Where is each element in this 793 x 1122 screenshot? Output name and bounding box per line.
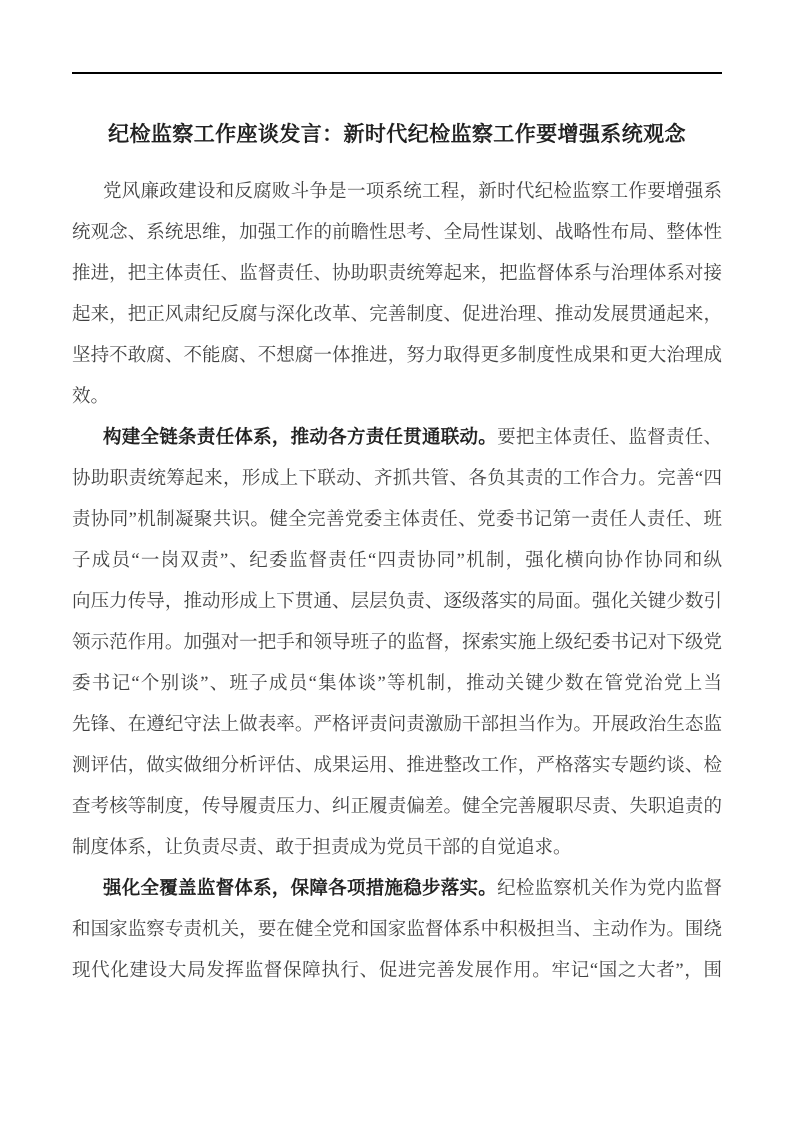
text-line <box>72 254 722 295</box>
line-text: 责协同”机制凝聚共识。健全完善党委主体责任、党委书记第一责任人责任、班 <box>72 510 722 530</box>
line-text: 统观念、系统思维，加强工作的前瞻性思考、全局性谋划、战略性布局、整体性 <box>72 223 722 243</box>
line-text: 党风廉政建设和反腐败斗争是一项系统工程，新时代纪检监察工作要增强系 <box>103 182 722 202</box>
line-text: 先锋、在遵纪守法上做表率。严格评责问责激励干部担当作为。开展政治生态监 <box>72 715 722 735</box>
line-text: 起来，把正风肃纪反腐与深化改革、完善制度、促进治理、推动发展贯通起来， <box>72 305 722 325</box>
line-text: 测评估，做实做细分析评估、成果运用、推进整改工作，严格落实专题约谈、检 <box>72 756 722 776</box>
text-line <box>72 541 722 582</box>
line-text: 效。 <box>72 387 110 407</box>
text-line <box>72 418 722 459</box>
text-line <box>72 213 722 254</box>
line-text: 查考核等制度，传导履责压力、纠正履责偏差。健全完善履职尽责、失职追责的 <box>72 797 722 817</box>
line-text: 子成员“一岗双责”、纪委监督责任“四责协同”机制，强化横向协作协同和纵 <box>72 551 722 571</box>
text-line <box>72 459 722 500</box>
text-line <box>72 500 722 541</box>
line-text: 坚持不敢腐、不能腐、不想腐一体推进，努力取得更多制度性成果和更大治理成 <box>72 346 722 366</box>
paragraph <box>72 172 722 418</box>
text-line <box>72 377 722 418</box>
line-text: 向压力传导，推动形成上下贯通、层层负责、逐级落实的局面。强化关键少数引 <box>72 592 722 612</box>
text-line <box>72 623 722 664</box>
line-text: 制度体系，让负责尽责、敢于担责成为党员干部的自觉追求。 <box>72 838 572 858</box>
line-text: 委书记“个别谈”、班子成员“集体谈”等机制，推动关键少数在管党治党上当 <box>72 674 722 694</box>
line-text: 推进，把主体责任、监督责任、协助职责统筹起来，把监督体系与治理体系对接 <box>72 264 722 284</box>
line-text: 现代化建设大局发挥监督保障执行、促进完善发展作用。牢记“国之大者”，围 <box>72 961 722 981</box>
text-line <box>72 828 722 869</box>
line-text: 和国家监察专责机关，要在健全党和国家监督体系中积极担当、主动作为。围绕 <box>72 920 722 940</box>
text-line <box>72 705 722 746</box>
text-line <box>72 746 722 787</box>
text-line <box>72 295 722 336</box>
document-title: 纪检监察工作座谈发言：新时代纪检监察工作要增强系统观念 <box>108 122 686 146</box>
text-line <box>72 336 722 377</box>
text-line <box>72 869 722 910</box>
paragraph-lead: 构建全链条责任体系，推动各方责任贯通联动。 <box>103 428 498 448</box>
text-line <box>72 664 722 705</box>
line-text: 协助职责统筹起来，形成上下联动、齐抓共管、各负其责的工作合力。完善“四 <box>72 469 722 489</box>
text-line <box>72 910 722 951</box>
document-body <box>72 172 722 992</box>
text-line <box>72 787 722 828</box>
text-line <box>72 172 722 213</box>
paragraph <box>72 869 722 992</box>
text-line <box>72 582 722 623</box>
line-text: 领示范作用。加强对一把手和领导班子的监督，探索实施上级纪委书记对下级党 <box>72 633 722 653</box>
header-rule <box>72 72 722 74</box>
text-line <box>72 951 722 992</box>
line-text: 要把主体责任、监督责任、 <box>497 428 722 448</box>
paragraph-lead: 强化全覆盖监督体系，保障各项措施稳步落实。 <box>103 879 498 899</box>
line-text: 纪检监察机关作为党内监督 <box>497 879 722 899</box>
paragraph <box>72 418 722 869</box>
